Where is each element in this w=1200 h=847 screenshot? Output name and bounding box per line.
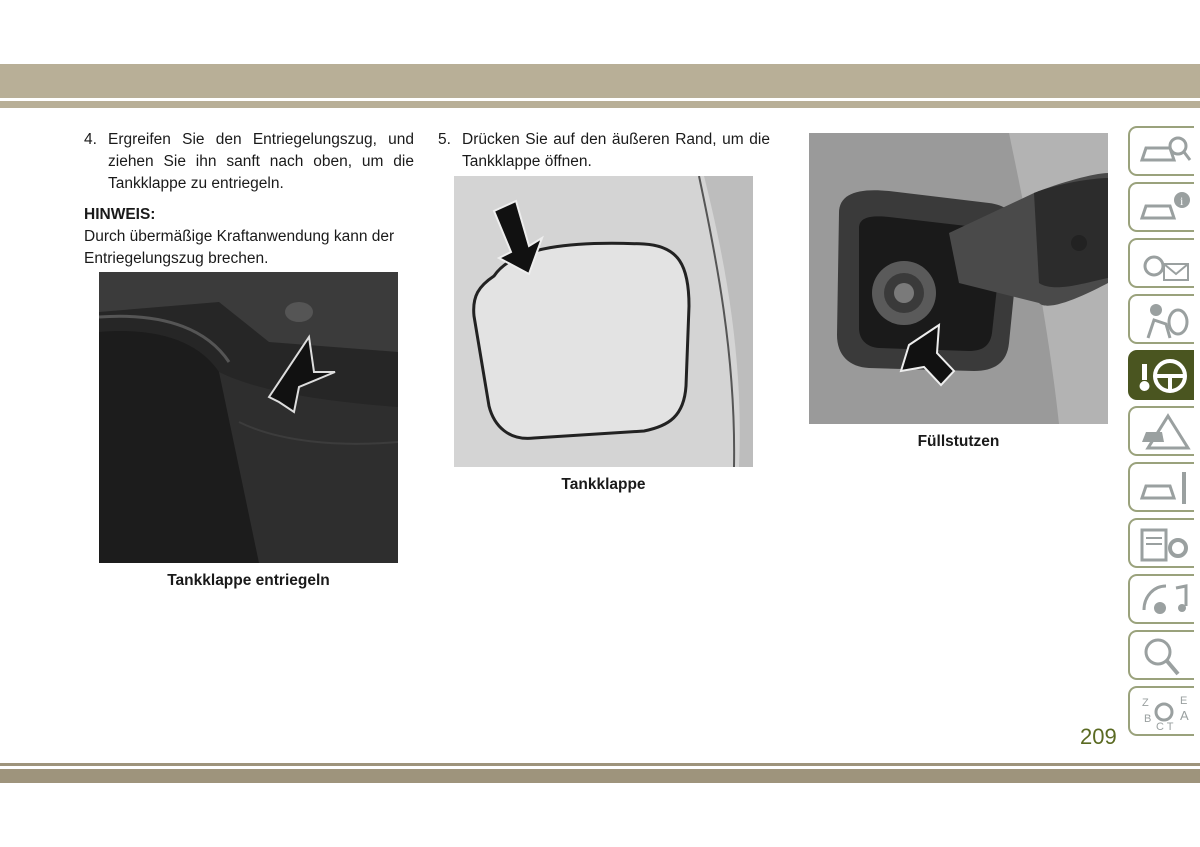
- tab-specs[interactable]: [1128, 518, 1194, 568]
- warning-light-mail-icon: [1136, 244, 1192, 284]
- note-text: Durch übermäßige Kraftanwendung kann der Entriegelungszug brechen.: [84, 228, 395, 267]
- footer-band: [0, 769, 1200, 783]
- multimedia-icon: [1136, 580, 1192, 620]
- step-4-number: 4.: [84, 131, 97, 148]
- car-info-icon: [1136, 188, 1192, 228]
- note-heading: HINWEIS:: [84, 206, 156, 223]
- figure-1-caption: Tankklappe entriegeln: [167, 572, 330, 589]
- tab-maintenance[interactable]: [1128, 462, 1194, 512]
- step-5: [438, 129, 770, 173]
- svg-text:E: E: [1180, 695, 1188, 707]
- search-index-icon: [1136, 636, 1192, 676]
- tab-warning-mail[interactable]: [1128, 238, 1194, 288]
- specs-gear-icon: [1136, 524, 1192, 564]
- key-steering-wheel-icon: [1136, 356, 1192, 396]
- step-5-text: Drücken Sie auf den äußeren Rand, um die Tankklappe öffnen.: [462, 131, 770, 170]
- tab-search[interactable]: [1128, 630, 1194, 680]
- svg-text:i: i: [1180, 194, 1184, 208]
- roadside-warning-icon: [1136, 412, 1192, 452]
- photo-release-lever: [99, 272, 398, 563]
- tab-multimedia[interactable]: [1128, 574, 1194, 624]
- header-band: [0, 64, 1200, 98]
- car-wrench-icon: [1136, 468, 1192, 508]
- photo-fuel-door: [454, 176, 753, 467]
- tab-car-magnifier[interactable]: [1128, 126, 1194, 176]
- step-4-text: Ergreifen Sie den Entriegelungszug, und ziehen Sie ihn sanft nach oben, um die Tankklappe zu entriegeln.: [108, 131, 414, 192]
- footer-rule: [0, 763, 1200, 766]
- tab-starting-operating[interactable]: [1128, 350, 1194, 400]
- step-5-number: 5.: [438, 131, 451, 148]
- figure-3-caption: Füllstutzen: [917, 433, 1000, 450]
- step-4: [84, 129, 414, 195]
- tab-car-info[interactable]: [1128, 182, 1194, 232]
- figure-2-caption: Tankklappe: [561, 476, 646, 493]
- svg-text:A: A: [1180, 708, 1189, 723]
- header-rule: [0, 101, 1200, 108]
- alphabet-index-icon: [1136, 692, 1192, 732]
- svg-text:Z: Z: [1142, 697, 1149, 709]
- tab-index[interactable]: [1128, 686, 1194, 736]
- photo-filler-neck: [809, 133, 1108, 424]
- tab-roadside[interactable]: [1128, 406, 1194, 456]
- svg-text:B: B: [1144, 713, 1152, 725]
- note-block: [84, 204, 416, 270]
- airbag-person-icon: [1136, 300, 1192, 340]
- page-number: 209: [1080, 724, 1117, 749]
- car-magnifier-icon: [1136, 132, 1192, 172]
- tab-airbag[interactable]: [1128, 294, 1194, 344]
- svg-text:C T: C T: [1156, 721, 1174, 732]
